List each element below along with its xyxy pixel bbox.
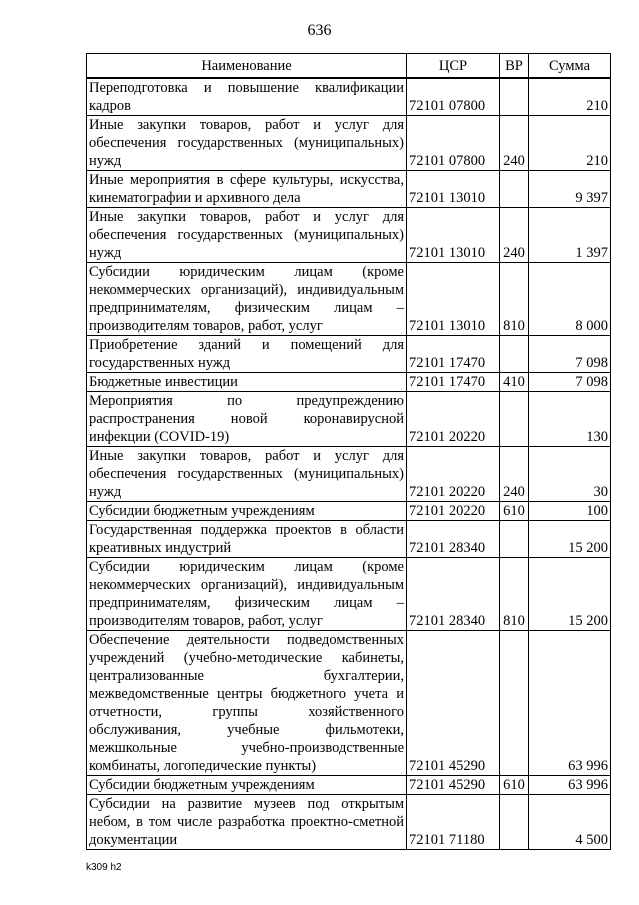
cell-name: Бюджетные инвестиции xyxy=(87,373,407,392)
cell-name: Обеспечение деятельности подведомственных учреждений (учебно-методические кабинеты, централизованные бухгалтерии, межведомственные центры бюджетного учета и отчетности, группы хозяйственного обслуживания, учебные фильмотеки, межшкольные учебно-производственные комбинаты, логопедические пункты) xyxy=(87,631,407,776)
table-row xyxy=(87,373,611,392)
budget-table xyxy=(86,53,611,850)
cell-vr: 610 xyxy=(500,776,529,795)
table-row xyxy=(87,776,611,795)
cell-name: Субсидии бюджетным учреждениям xyxy=(87,502,407,521)
cell-name: Субсидии бюджетным учреждениям xyxy=(87,776,407,795)
cell-code: 72101 28340 xyxy=(407,521,500,558)
cell-name: Приобретение зданий и помещений для государственных нужд xyxy=(87,336,407,373)
cell-vr: 410 xyxy=(500,373,529,392)
cell-code: 72101 13010 xyxy=(407,171,500,208)
cell-sum: 210 xyxy=(529,78,611,116)
cell-vr: 810 xyxy=(500,263,529,336)
cell-name: Иные закупки товаров, работ и услуг для обеспечения государственных (муниципальных) нужд xyxy=(87,447,407,502)
cell-sum: 7 098 xyxy=(529,373,611,392)
cell-vr xyxy=(500,392,529,447)
cell-sum: 8 000 xyxy=(529,263,611,336)
table-row xyxy=(87,116,611,171)
header-row xyxy=(87,54,611,79)
header-code: ЦСР xyxy=(407,54,500,79)
cell-vr xyxy=(500,795,529,850)
table-row xyxy=(87,208,611,263)
cell-sum: 4 500 xyxy=(529,795,611,850)
header-name: Наименование xyxy=(87,54,407,79)
table-body xyxy=(87,78,611,850)
cell-sum: 30 xyxy=(529,447,611,502)
cell-name: Иные закупки товаров, работ и услуг для обеспечения государственных (муниципальных) нужд xyxy=(87,208,407,263)
table-row xyxy=(87,171,611,208)
cell-vr xyxy=(500,171,529,208)
cell-vr xyxy=(500,521,529,558)
cell-name: Иные закупки товаров, работ и услуг для обеспечения государственных (муниципальных) нужд xyxy=(87,116,407,171)
header-vr: ВР xyxy=(500,54,529,79)
cell-code: 72101 07800 xyxy=(407,78,500,116)
table-row xyxy=(87,795,611,850)
cell-vr: 810 xyxy=(500,558,529,631)
cell-name: Субсидии на развитие музеев под открытым небом, в том числе разработка проектно-сметной документации xyxy=(87,795,407,850)
table-row xyxy=(87,78,611,116)
table-row xyxy=(87,263,611,336)
table-row xyxy=(87,502,611,521)
cell-vr xyxy=(500,336,529,373)
cell-name: Иные мероприятия в сфере культуры, искусства, кинематографии и архивного дела xyxy=(87,171,407,208)
cell-sum: 63 996 xyxy=(529,776,611,795)
cell-name: Мероприятия по предупреждению распространения новой коронавирусной инфекции (COVID-19) xyxy=(87,392,407,447)
table-row xyxy=(87,447,611,502)
cell-vr xyxy=(500,78,529,116)
cell-name: Субсидии юридическим лицам (кроме некоммерческих организаций), индивидуальным предпринимателям, физическим лицам – производителям товаров, работ, услуг xyxy=(87,558,407,631)
cell-code: 72101 71180 xyxy=(407,795,500,850)
table-row xyxy=(87,631,611,776)
cell-code: 72101 28340 xyxy=(407,558,500,631)
cell-vr: 240 xyxy=(500,208,529,263)
cell-vr xyxy=(500,631,529,776)
cell-sum: 130 xyxy=(529,392,611,447)
cell-code: 72101 13010 xyxy=(407,208,500,263)
cell-code: 72101 07800 xyxy=(407,116,500,171)
cell-sum: 63 996 xyxy=(529,631,611,776)
table-row xyxy=(87,392,611,447)
cell-sum: 9 397 xyxy=(529,171,611,208)
cell-code: 72101 17470 xyxy=(407,336,500,373)
header-sum: Сумма xyxy=(529,54,611,79)
cell-name: Переподготовка и повышение квалификации кадров xyxy=(87,78,407,116)
cell-vr: 240 xyxy=(500,116,529,171)
table-row xyxy=(87,336,611,373)
cell-sum: 15 200 xyxy=(529,521,611,558)
table-header xyxy=(87,54,611,79)
cell-sum: 1 397 xyxy=(529,208,611,263)
cell-sum: 210 xyxy=(529,116,611,171)
cell-code: 72101 13010 xyxy=(407,263,500,336)
cell-sum: 7 098 xyxy=(529,336,611,373)
cell-code: 72101 20220 xyxy=(407,502,500,521)
table-row xyxy=(87,558,611,631)
table-row xyxy=(87,521,611,558)
cell-sum: 100 xyxy=(529,502,611,521)
page-number: 636 xyxy=(307,22,332,39)
cell-vr: 610 xyxy=(500,502,529,521)
cell-code: 72101 20220 xyxy=(407,392,500,447)
cell-code: 72101 45290 xyxy=(407,776,500,795)
cell-code: 72101 45290 xyxy=(407,631,500,776)
cell-name: Субсидии юридическим лицам (кроме некоммерческих организаций), индивидуальным предпринимателям, физическим лицам – производителям товаров, работ, услуг xyxy=(87,263,407,336)
cell-name: Государственная поддержка проектов в области креативных индустрий xyxy=(87,521,407,558)
cell-vr: 240 xyxy=(500,447,529,502)
cell-code: 72101 17470 xyxy=(407,373,500,392)
cell-sum: 15 200 xyxy=(529,558,611,631)
cell-code: 72101 20220 xyxy=(407,447,500,502)
footer-code: k309 h2 xyxy=(86,862,122,873)
